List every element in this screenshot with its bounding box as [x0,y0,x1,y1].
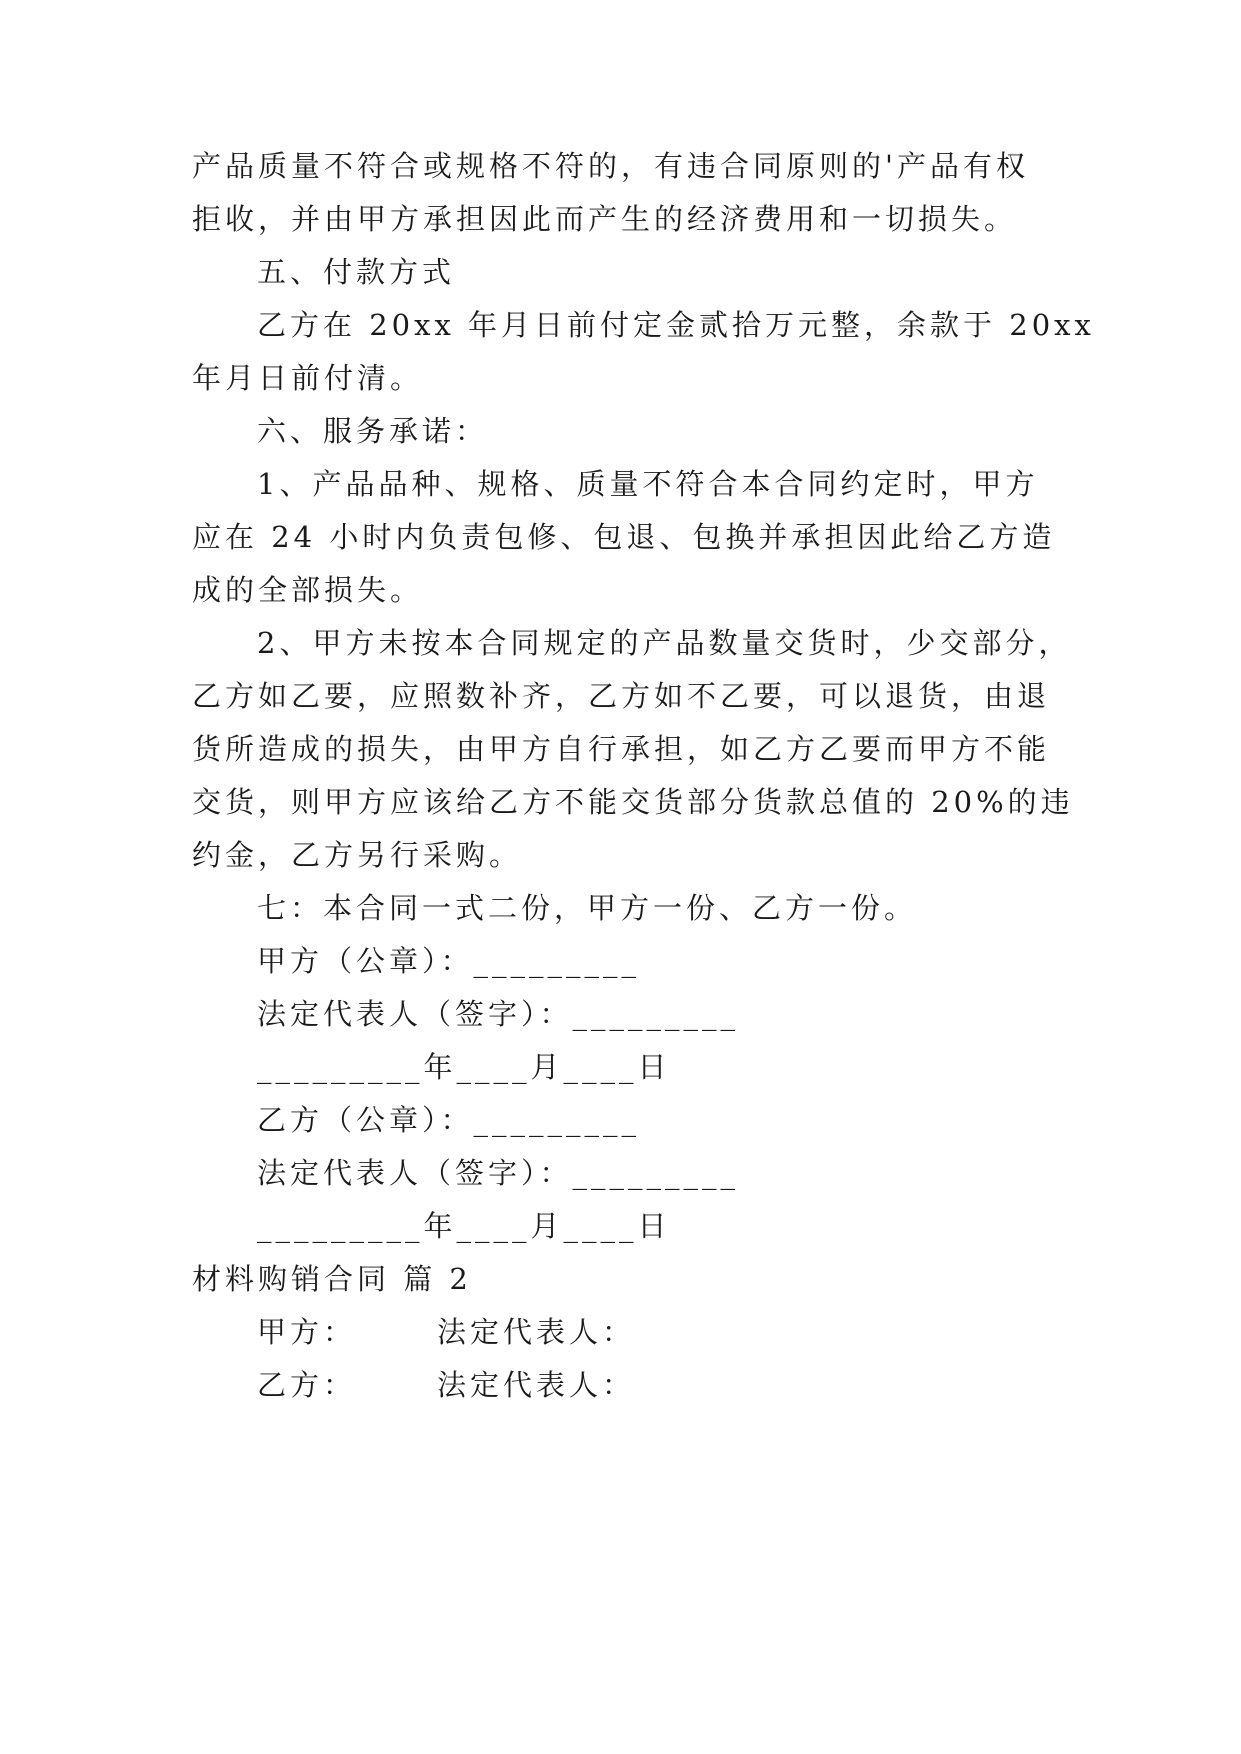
paragraph-line: 拒收，并由甲方承担因此而产生的经济费用和一切损失。 [192,202,1018,236]
section-heading: 六、服务承诺： [257,414,489,448]
date-field: _________年____月____日 [257,1209,671,1243]
paragraph-line: 约金，乙方另行采购。 [192,838,523,872]
party-a-row [257,1312,636,1352]
paragraph-line: 七：本合同一式二份，甲方一份、乙方一份。 [257,891,918,925]
signature-field: 法定代表人（签字）：_________ [257,1156,740,1190]
paragraph-line: 年月日前付清。 [192,361,424,395]
party-b-label: 乙方： [257,1368,357,1402]
paragraph-line: 1、产品品种、规格、质量不符合本合同约定时，甲方 [257,467,1039,501]
paragraph-line: 乙方如乙要，应照数补齐，乙方如不乙要，可以退货，由退 [192,679,1051,713]
date-field: _________年____月____日 [257,1050,671,1084]
section-heading: 五、付款方式 [257,255,456,289]
signature-field: 甲方（公章）：_________ [257,944,641,978]
paragraph-line: 应在 24 小时内负责包修、包退、包换并承担因此给乙方造 [192,520,1056,554]
signature-field: 乙方（公章）：_________ [257,1103,641,1137]
section-title: 材料购销合同 篇 2 [192,1262,472,1296]
signature-field: 法定代表人（签字）：_________ [257,997,740,1031]
paragraph-line: 2、甲方未按本合同规定的产品数量交货时，少交部分， [257,626,1072,660]
party-b-rep-label: 法定代表人： [437,1368,636,1402]
paragraph-line: 乙方在 20xx 年月日前付定金贰拾万元整，余款于 20xx [257,308,1095,342]
party-a-label: 甲方： [257,1315,357,1349]
party-b-row [257,1365,636,1405]
paragraph-line: 交货，则甲方应该给乙方不能交货部分货款总值的 20%的违 [192,785,1074,819]
paragraph-line: 货所造成的损失，由甲方自行承担，如乙方乙要而甲方不能 [192,732,1051,766]
paragraph-line: 成的全部损失。 [192,573,424,607]
paragraph-line: 产品质量不符合或规格不符的，有违合同原则的'产品有权 [192,149,1029,183]
party-a-rep-label: 法定代表人： [437,1315,636,1349]
